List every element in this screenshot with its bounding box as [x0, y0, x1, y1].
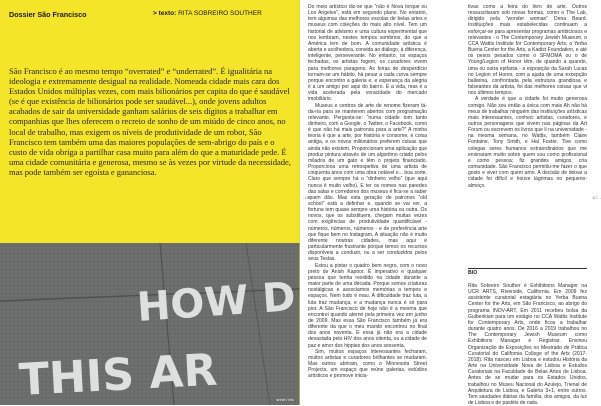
- page-number-left: ←116: [301, 196, 311, 200]
- column2-paragraph: tivas como a feira do livro de arte. Outros ressuscitaram sob novas formas, como o The Lab, dirigido pela “wonder woman” Dena Beard. Instituições mais estabelecidas continuam a esforçar-se para apresentar programas ambiciosos e relevantes - o The Contemporary Jewish Museum, o CCA Wattis Institute for Contemporary Arts, o Yerba Buena Center for the Arts, a Kadist Foundation, e até os pesos pesados como o SFMOMA ou o de Young/Legion of Honor têm, de quando a quando, uma ou outra epifania - a exposição da Sarah Lucas no Legion of Honor, com a ajuda de uma excepção bailarina, confrontada pela estrutura grandiosa e falseantes da artista, foi das melhores coisas que vi nos últimos tempos.: [468, 4, 587, 97]
- sidewalk-stencil-image: [0, 243, 300, 405]
- column1-paragraph: Estou a pintar o quadro bem negro, com o novo preto de Anish Kapoor. É imperativo e qualquer pessoa que tenha residido na cidade durante a maior parte de uma década. Porque somos criaturas nostálgicas e associamos memórias a tempos e espaços. Nem tudo é mau. A dificuldade traz luta, a luta traz mudança, e a mudança nunca é só para pior. A São Francisco de hoje não é a mesma que encontrei quando aterrei pela primeira vez em junho de 2009. Mas essa São Francisco também já era diferente da que o meu marido encontrou no final dos anos noventa. E essa já não era a cidade devastada pelo HIV dos anos oitenta, ou a cidade de paz e amor dos hippies dos anos sessenta.: [308, 262, 427, 349]
- credit-label: > texto:: [153, 10, 177, 17]
- page-number-right: 117→: [592, 196, 601, 200]
- stencil-text-line-1: HOW D: [135, 274, 298, 331]
- intro-paragraph: São Francisco é ao mesmo tempo “overrated” e “underrated”. É igualitária na ideologia e extremamente desigual na realidade. Nomeada cidade mais cara dos Estados Unidos múltiplas vezes, com mais bilionários per capita do que é saudável (se é que existência de bilionários pode ser saudável...), onde jovens adultos acabados de sair da universidade ganham salários de seis dígitos a trabalhar em companhias que lhes oferecem o recreio de sonho de um miúdo de cinco anos, no local de trabalho, mas exigem os níveis de produtividade de um robot, São Francisco tem também uma das maiores populações de sem-abrigo do país e o custo de vida obriga a partilhar casa muito para além do que a maturidade pede. É uma cidade comunitária e generosa, mesmo se às vezes por virtude da necessidade, mas pode também ser egoísta e gananciosa.: [9, 66, 291, 177]
- section-name: Dossier São Francisco: [9, 10, 87, 19]
- column1-paragraph: Museus e centros de arte de renome fizeram tá-da-ria para se manterem abertos com programação relevante. Pergunta-se: “numa cidade tom tanto dinheiro, com a Google, o Twitter, o Facebook, como é que não há mais patronos para a arte?” A minha teoria é que a arte, por história e consome, é coisa antiga, e os novos milionários preferem coisas que ainda não existem. Proporcionam uma aplicação que produz pintura através de um algoritmo criado pelos milados de um gato e têm o projeto financiado. Proporciona uma retrospetiva de uma artista de cinquenta anos com uma obra notável e... boa sorte. Claro que sempre há o “dinheiro velho” (que aqui nunca é muito velho). E ter os nomes nas paredes das salas e corredores dos museus é fica-se a saber quem dão. Mas esta geração de patronos “old school” está a definhar e, quando se vai ver, a fortuna tem quase sempre uma história ou outra. Os novos, que os substituem, chegam muitas vezes com exigências de produtividade quantificável - números, números, números - e de preferência arte que fique bem no Instagram. A situação não é muito diferente noutras cidades, mas aqui é particularmente frustrante porque temos os recursos disponíveis a conduzir, ou a ser conduzidos pelos seus Teslas.: [308, 102, 427, 263]
- left-page: [0, 0, 300, 405]
- bio-text: Rita Sobreiro Souther é Exhibitions Manager na UCR ARTS, Riverside, California. Em 2009 fez assistente curatorial estagiária no Yerba Buena Center for the Arts, em São Francisco, ao abrigo do programa INOV-ART. Em 2011 recebeu bolsa da Gulbenkian para um estágio no CCA Wattis Institute for Contemporary Arts, onde ficou a trabalhar durante quatro anos. De 2016 a 2019 trabalhou no The Contemporary Jewish Museum como Exhibitions Manager e Registrar. Ensinou Organização de Exposições no Mestrado de Prática Curatorial do California College of the Arts (2017-2018). Rita nasceu em Lisboa e estudou História da Arte na Universidade Nova de Lisboa e Estudos Curatoriais na Faculdade de Belas Artes de Lisboa. Antes de se mudar para os Estados Unidos, trabalhou no Museu Nacional do Azulejo, Trienal de Arquitetura de Lisboa, e Galeria 3+1, entre outros. Tem saudades diárias da família, dos amigos, da luz de Lisboa e de pastéis de nata.: [468, 283, 587, 406]
- text-column-2: [468, 4, 587, 189]
- bio-divider: [468, 268, 587, 269]
- column2-paragraph: A verdade é que a cidade foi muito generosa comigo. Não sou então a única com mais Ah não há meus de trabalhar ninguém das instituições artísticas mais interessantes, conheci artistas, curadores, e outros personagens que vivem nas páginas da Art Forum ou escrevem os livros que li na universidade - na mesma semana, no Wattis, também Claire Fontaine, Tony Smith, e Hal Foster. Tive como colegas seres humanos extraordinários que me ensinaram muito sobre quem sou como profissional e como pessoa; fiz grandes amigos, cria comunidade. São Francisco permitiu-me fazer o que gosto e viver com quem amo. A decisão de deixar a cidade foi difícil e houve lágrimas no pequeno-almoço.: [468, 96, 587, 189]
- column1-paragraph: Do meio artístico diz-se que “não é Nova Iorque ou Los Angeles”, está em segundo plano. No entanto, tem algumas das melhores escolas de belas artes e museus com coleções do mais alto nível. Tem um historial de ativismo e uma cultura experimental que nos lembram, nestes tempos sombrios, do que a América tem de bom. A comunidade artística é aberta e acolhedora, convida ao diálogo, à diferença, inteligente, perseverante. No entanto, os espaços fechadas, os artistas fogem, os curadores vivem para melhores paragens. As feiras de desperdício tornam-se um hábito, há pesar a cada curva sempre porque encontro a galeria e, e esperança da alegria é a um amigo por aqui do bairro. É a vida, mas é a vida acelerada pela voracidade do mercado imobiliário.: [308, 4, 427, 103]
- author-credit: [153, 10, 262, 17]
- stencil-text-line-2: THIS AR: [17, 344, 219, 406]
- text-column-1: [308, 4, 427, 380]
- credit-author: RITA SOBREIRO SOUTHER: [178, 10, 262, 17]
- photo-credit: artnet / info: [276, 398, 294, 402]
- column1-paragraph: Sim, muitos espaços interessantes fecharam, muitos artistas e curadores brilhantes se mudaram. Mas outros abriram, como o Minnesota Street Projects, um espaço que reúne galerias, estúdios artísticos e promove inicia-: [308, 348, 427, 380]
- sidewalk-photo: [0, 243, 300, 405]
- section-title: [9, 10, 87, 19]
- bio-heading: BIO: [468, 270, 478, 276]
